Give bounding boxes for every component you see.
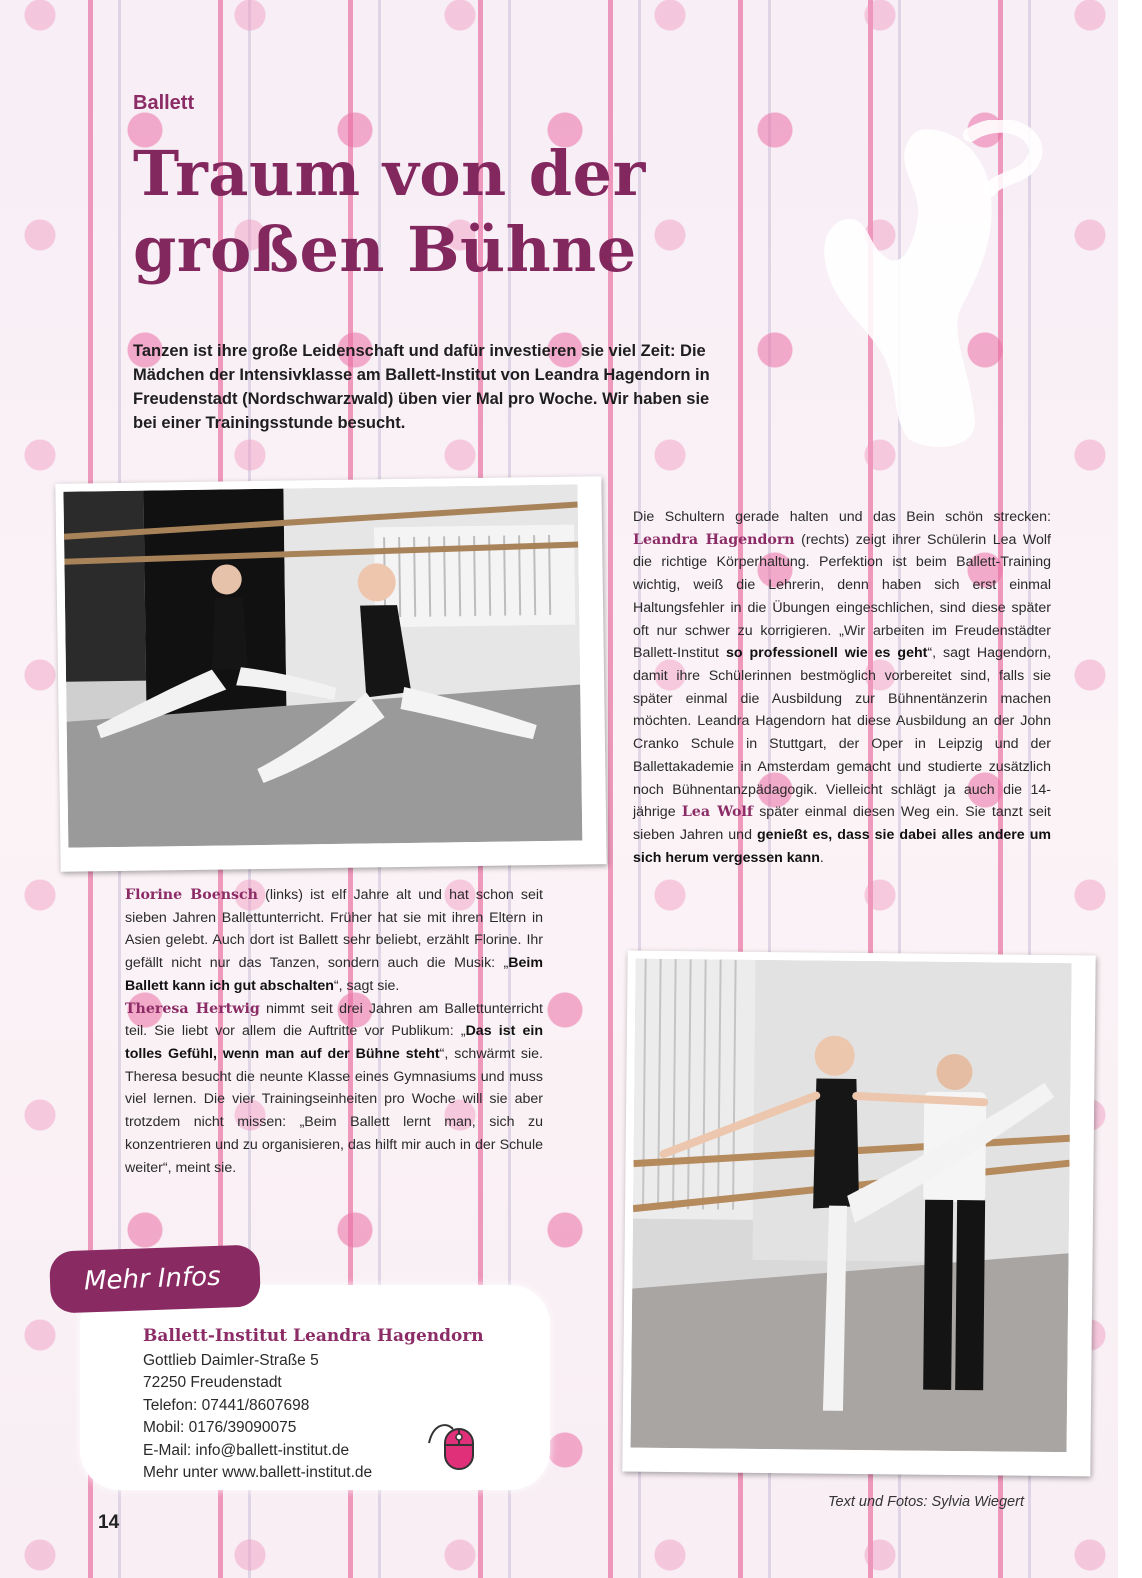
photo-splits <box>55 476 606 872</box>
person-name: Florine Boensch <box>125 887 258 903</box>
text-segment: (links) ist elf Jahre alt und hat schon seit sieben Jahren Ballettunterricht. Früher hat sie mit ihren Eltern in Asien gelebt. Auch dort ist Ballett sehr beliebt, erzählt Florine. Ihr gefällt nicht nur das Tanzen, sondern auch die Musik: „ <box>125 887 543 972</box>
info-city: 72250 Freudenstadt <box>143 1374 282 1392</box>
info-contact-lines <box>143 1350 372 1485</box>
page-number: 14 <box>98 1512 120 1533</box>
text-segment: Die Schultern gerade halten und das Bein schön strecken: <box>633 509 1051 525</box>
headline <box>133 136 646 287</box>
bold-quote: genießt es, dass sie dabei alles andere um sich herum vergessen kann <box>633 827 1051 866</box>
headline-line-2: großen Bühne <box>133 212 637 286</box>
text-segment: “, schwärmt sie. Theresa besucht die neunte Klasse eines Gymnasiums und muss viel lernen. Die vier Trainingseinheiten pro Woche will sie aber trotzdem nicht missen: „Beim Ballett lernt man, sich zu konzentrieren und zu organisieren, das hilft mir auch in der Schule weiter“, meint sie. <box>125 1046 543 1176</box>
photo-leg-extension <box>622 951 1095 1477</box>
person-name: Leandra Hagendorn <box>633 531 795 548</box>
info-web[interactable]: Mehr unter www.ballett-institut.de <box>143 1464 373 1482</box>
bold-quote: Das ist ein tolles Gefühl, wenn man auf der Bühne steht <box>125 1023 543 1063</box>
bold-quote: so professionell wie es geht <box>725 645 928 662</box>
text-segment: “, sagt sie. <box>333 977 400 994</box>
info-title: Ballett-Institut Leandra Hagendorn <box>143 1326 484 1346</box>
article-text-left <box>125 884 543 1179</box>
text-segment: später einmal diesen Weg ein. Sie tanzt seit sieben Jahren und <box>633 804 1051 844</box>
photo-splits-image <box>63 485 582 848</box>
text-segment: “, sagt Hagendorn, damit ihre Schülerinnen bestmöglich vorbereitet sind, falls sie später einmal die Ausbildung zur Bühnentänzerin machen möchten. Leandra Hagendorn hat diese Ausbildung an der John Cranko Schule in Stuttgart, der Oper in Leipzig und der Ballettakademie in Amsterdam gemacht und studierte zusätzlich noch Bühnentanzpädagogik. Vielleicht schlägt ja auch die 14-jährige <box>633 645 1052 821</box>
headline-line-1: Traum von der <box>133 137 646 210</box>
dancer-silhouette <box>800 120 1050 460</box>
text-segment: nimmt seit drei Jahren am Ballettunterricht teil. Sie liebt vor allem die Auftritte vor Publikum: „ <box>125 1000 543 1040</box>
photo-leg-extension-image <box>631 959 1072 1453</box>
text-segment: (rechts) zeigt ihrer Schülerin Lea Wolf die richtige Körperhaltung. Perfektion ist beim Ballett-Training wichtig, weiß die Lehrerin, denn haben sich erst einmal Haltungsfehler in die Übungen eingeschlichen, sind diese später oft nur schwer zu korrigieren. „Wir arbeiten im Freudenstädter Ballett-Institut <box>633 531 1051 662</box>
bold-quote: Beim Ballett kann ich gut abschalten <box>125 955 543 994</box>
person-name: Theresa Hertwig <box>125 1000 260 1017</box>
info-street: Gottlieb Daimler-Straße 5 <box>143 1352 319 1369</box>
text-segment: . <box>819 849 824 866</box>
info-tab-label: Mehr Infos <box>49 1244 261 1313</box>
info-email[interactable]: E-Mail: info@ballett-institut.de <box>143 1441 350 1459</box>
computer-mouse-icon <box>425 1415 481 1473</box>
info-phone[interactable]: Telefon: 07441/8607698 <box>143 1396 310 1414</box>
section-topic: Ballett <box>133 92 195 114</box>
lead-paragraph: Tanzen ist ihre große Leidenschaft und dafür investieren sie viel Zeit: Die Mädchen der Intensivklasse am Ballett-Institut von Leandra Hagendorn in Freudenstadt (Nordschwarzwald) üben vier Mal pro Woche. Wir haben sie bei einer Trainingsstunde besucht. <box>133 342 710 432</box>
info-mobile[interactable]: Mobil: 0176/39090075 <box>143 1419 297 1437</box>
article-text-right <box>633 506 1051 870</box>
photo-credit: Text und Fotos: Sylvia Wiegert <box>828 1494 1024 1510</box>
person-name: Lea Wolf <box>681 804 753 821</box>
